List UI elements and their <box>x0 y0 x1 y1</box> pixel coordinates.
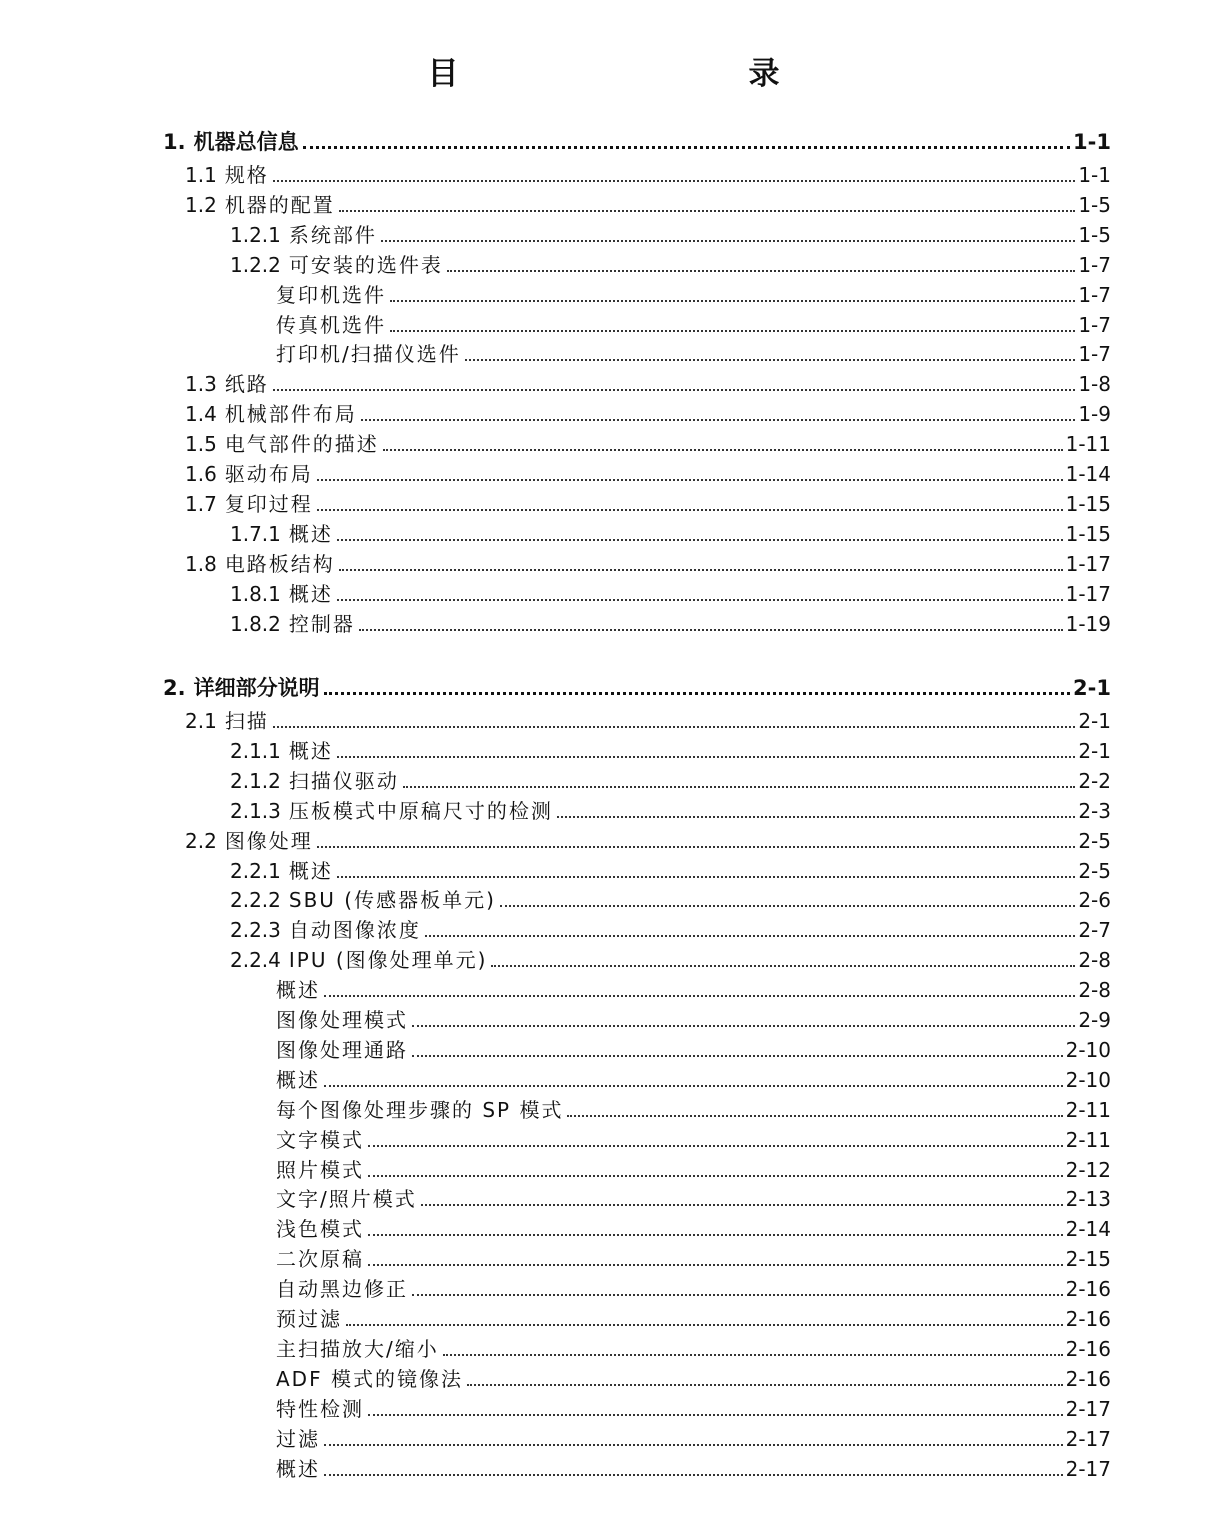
toc-entry-row[interactable] <box>185 550 1111 578</box>
toc-entry-label: ADF 模式的镜像法 <box>276 1366 463 1391</box>
toc-page-number: 1-1 <box>1078 163 1111 187</box>
dot-leader <box>368 1145 1063 1147</box>
toc-entry-row[interactable] <box>276 1245 1111 1273</box>
toc-entry-label: 自动图像浓度 <box>288 918 421 943</box>
toc-entry-number: 1.4 <box>185 402 217 427</box>
toc-page-number: 1-1 <box>1073 130 1111 154</box>
toc-entry-row[interactable] <box>185 707 1111 735</box>
toc-entry-number: 2.2.3 <box>230 918 281 943</box>
toc-page-number: 2-17 <box>1065 1396 1111 1421</box>
toc-entry-row[interactable] <box>276 1156 1111 1184</box>
toc-entry-number: 1.7 <box>185 491 217 516</box>
toc-entry-label: 概述 <box>276 1067 320 1092</box>
dot-leader <box>500 905 1075 907</box>
toc-page-number: 2-1 <box>1078 709 1111 733</box>
toc-page-number: 2-8 <box>1078 978 1111 1003</box>
toc-entry-row[interactable] <box>276 1036 1111 1064</box>
dot-leader <box>390 300 1075 302</box>
dot-leader <box>381 240 1075 242</box>
toc-chapter-title: 详细部分说明 <box>193 676 320 700</box>
dot-leader <box>339 569 1063 571</box>
toc-page-number: 1-7 <box>1078 282 1111 307</box>
dot-leader <box>412 1294 1063 1296</box>
toc-entry-number: 1.3 <box>185 372 217 397</box>
dot-leader <box>412 1055 1063 1057</box>
toc-entry-number: 2.2.4 <box>230 948 281 973</box>
toc-entry-number: 2.1.3 <box>230 798 281 823</box>
dot-leader <box>317 479 1063 481</box>
dot-leader <box>361 419 1076 421</box>
toc-entry-label: 可安装的选件表 <box>288 252 443 277</box>
toc-page-number: 2-7 <box>1078 918 1111 943</box>
toc-entry-number: 1.1 <box>185 163 217 187</box>
toc-entry-row[interactable] <box>185 430 1111 458</box>
toc-entry-label: 纸路 <box>224 372 269 397</box>
dot-leader <box>337 756 1075 758</box>
toc-page-number: 2-5 <box>1078 828 1111 853</box>
toc-entry-number: 2.2.2 <box>230 888 281 913</box>
dot-leader <box>273 180 1076 182</box>
toc-entry-number: 1.2.2 <box>230 252 281 277</box>
toc-entry-number: 1.5 <box>185 432 217 457</box>
toc-entry-row[interactable] <box>185 490 1111 518</box>
toc-entry-row[interactable] <box>276 976 1111 1004</box>
toc-page-number: 2-2 <box>1078 768 1111 793</box>
toc-entry-label: 复印机选件 <box>276 282 386 307</box>
toc-entry-row[interactable] <box>276 1335 1111 1363</box>
toc-entry-row[interactable] <box>276 1006 1111 1034</box>
toc-entry-row[interactable] <box>276 1096 1111 1124</box>
dot-leader <box>337 876 1075 878</box>
dot-leader <box>337 539 1063 541</box>
toc-page-number: 2-3 <box>1078 798 1111 823</box>
toc-entry-label: 预过滤 <box>276 1307 342 1331</box>
toc-entry-row[interactable] <box>185 460 1111 488</box>
dot-leader <box>425 935 1075 937</box>
toc-entry-row[interactable] <box>185 827 1111 855</box>
dot-leader <box>368 1414 1063 1416</box>
toc-entry-row[interactable] <box>230 797 1111 825</box>
toc-entry-label: 概述 <box>288 521 333 546</box>
toc-entry-label: 机械部件布局 <box>224 402 357 427</box>
toc-page-number: 2-11 <box>1065 1097 1111 1122</box>
dot-leader <box>337 599 1063 601</box>
toc-entry-row[interactable] <box>276 1395 1111 1423</box>
dot-leader <box>273 726 1076 728</box>
toc-page-number: 1-7 <box>1078 252 1111 277</box>
toc-entry-row[interactable] <box>276 1455 1111 1483</box>
toc-entry-row[interactable] <box>230 767 1111 795</box>
dot-leader <box>324 995 1075 997</box>
toc-entry-number: 1.6 <box>185 462 217 486</box>
toc-page-number: 2-12 <box>1065 1157 1111 1182</box>
dot-leader <box>324 1474 1063 1476</box>
toc-page-number: 2-1 <box>1078 738 1111 763</box>
toc-entry-label: 二次原稿 <box>276 1247 364 1272</box>
toc-page-number: 2-17 <box>1065 1456 1111 1481</box>
toc-entry-row[interactable] <box>230 916 1111 944</box>
dot-leader <box>447 270 1075 272</box>
toc-chapter-number: 1. <box>163 130 186 154</box>
toc-entry-number: 1.8.2 <box>230 611 281 636</box>
toc-page-number: 2-10 <box>1065 1037 1111 1062</box>
toc-entry-label: 压板模式中原稿尺寸的检测 <box>288 798 553 823</box>
toc-entry-label: 规格 <box>224 163 269 187</box>
toc-entry-row[interactable] <box>230 610 1111 638</box>
toc-page-number: 2-16 <box>1065 1336 1111 1361</box>
toc-page-number: 2-15 <box>1065 1247 1111 1272</box>
dot-leader <box>324 692 1070 695</box>
toc-page-number: 1-17 <box>1065 581 1111 606</box>
toc-entry-label: 文字/照片模式 <box>276 1187 417 1212</box>
toc-page-number: 1-11 <box>1065 432 1111 457</box>
dot-leader <box>403 786 1075 788</box>
dot-leader <box>368 1234 1063 1236</box>
toc-entry-label: 电气部件的描述 <box>224 432 379 457</box>
toc-entry-row[interactable] <box>276 340 1111 368</box>
toc-entry-row[interactable] <box>185 161 1111 189</box>
toc-entry-number: 2.1.1 <box>230 738 281 763</box>
toc-entry-label: 打印机/扫描仪选件 <box>276 342 461 367</box>
toc-page-number: 1-14 <box>1065 462 1111 486</box>
toc-entry-label: 概述 <box>276 978 320 1003</box>
toc-page-number: 1-17 <box>1065 551 1111 576</box>
dot-leader <box>443 1354 1063 1356</box>
toc-entry-label: 特性检测 <box>276 1396 364 1421</box>
dot-leader <box>346 1324 1063 1326</box>
toc-chapter-title: 机器总信息 <box>193 130 299 154</box>
toc-page-number: 2-16 <box>1065 1277 1111 1302</box>
toc-entry-label: 主扫描放大/缩小 <box>276 1336 439 1361</box>
toc-page-number: 1-7 <box>1078 342 1111 367</box>
dot-leader <box>368 1175 1063 1177</box>
dot-leader <box>557 816 1075 818</box>
toc-entry-label: 概述 <box>288 858 333 883</box>
toc-entry-row[interactable] <box>276 1425 1111 1453</box>
toc-entry-label: 自动黑边修正 <box>276 1277 408 1302</box>
toc-entry-label: 每个图像处理步骤的 SP 模式 <box>276 1097 564 1122</box>
toc-entry-row[interactable] <box>230 221 1111 249</box>
toc-page-number: 2-10 <box>1065 1067 1111 1092</box>
toc-entry-number: 1.2.1 <box>230 222 281 247</box>
toc-entry-row[interactable] <box>276 1066 1111 1094</box>
page-title: 目 录 <box>427 56 856 92</box>
toc-chapter-row[interactable] <box>163 128 1111 156</box>
dot-leader <box>317 509 1063 511</box>
toc-entry-row[interactable] <box>276 1365 1111 1393</box>
toc-entry-row[interactable] <box>276 311 1111 339</box>
toc-entry-label: 概述 <box>288 581 333 606</box>
dot-leader <box>359 629 1063 631</box>
dot-leader <box>390 330 1075 332</box>
toc-page-number: 1-5 <box>1078 192 1111 217</box>
toc-entry-label: 系统部件 <box>288 222 377 247</box>
toc-entry-row[interactable] <box>230 886 1111 914</box>
toc-entry-label: 扫描 <box>224 709 269 733</box>
dot-leader <box>273 389 1076 391</box>
toc-entry-label: 概述 <box>276 1456 320 1481</box>
toc-entry-label: 文字模式 <box>276 1127 364 1152</box>
toc-entry-label: 传真机选件 <box>276 312 386 337</box>
toc-entry-number: 2.1 <box>185 709 217 733</box>
toc-entry-label: SBU (传感器板单元) <box>288 888 496 913</box>
toc-entry-row[interactable] <box>276 1185 1111 1213</box>
dot-leader <box>324 1444 1063 1446</box>
toc-entry-row[interactable] <box>230 251 1111 279</box>
toc-entry-row[interactable] <box>230 520 1111 548</box>
toc-entry-number: 1.8 <box>185 551 217 576</box>
toc-entry-label: 照片模式 <box>276 1157 364 1182</box>
toc-page-number: 1-5 <box>1078 222 1111 247</box>
toc-entry-label: 电路板结构 <box>224 551 335 576</box>
toc-entry-number: 2.1.2 <box>230 768 281 793</box>
toc-entry-number: 2.2 <box>185 828 217 853</box>
toc-entry-label: 复印过程 <box>224 491 313 516</box>
toc-entry-label: 概述 <box>288 738 333 763</box>
toc-entry-row[interactable] <box>276 281 1111 309</box>
toc-page-number: 2-8 <box>1078 948 1111 973</box>
dot-leader <box>465 359 1076 361</box>
toc-page-number: 1-19 <box>1065 611 1111 636</box>
toc-entry-label: 扫描仪驱动 <box>288 768 399 793</box>
toc-entry-label: 图像处理通路 <box>276 1037 408 1062</box>
toc-entry-number: 1.7.1 <box>230 521 281 546</box>
toc-entry-row[interactable] <box>230 857 1111 885</box>
toc-entry-label: 浅色模式 <box>276 1217 364 1242</box>
toc-entry-row[interactable] <box>276 1215 1111 1243</box>
toc-page-number: 2-16 <box>1065 1366 1111 1391</box>
toc-entry-row[interactable] <box>276 1275 1111 1303</box>
toc-entry-label: 驱动布局 <box>224 462 313 486</box>
dot-leader <box>368 1264 1063 1266</box>
toc-page-number: 2-13 <box>1065 1187 1111 1212</box>
toc-entry-row[interactable] <box>185 400 1111 428</box>
dot-leader <box>412 1025 1075 1027</box>
toc-page-number: 1-7 <box>1078 312 1111 337</box>
toc-page-number: 1-15 <box>1065 521 1111 546</box>
toc-chapter-number: 2. <box>163 676 186 700</box>
toc-page-number: 2-1 <box>1073 676 1111 700</box>
toc-page-number: 1-8 <box>1078 372 1111 397</box>
dot-leader <box>324 1085 1063 1087</box>
toc-entry-label: 图像处理模式 <box>276 1008 408 1032</box>
dot-leader <box>303 146 1070 149</box>
dot-leader <box>491 965 1075 967</box>
toc-entry-label: 控制器 <box>288 611 355 636</box>
toc-entry-number: 2.2.1 <box>230 858 281 883</box>
toc-page-number: 1-9 <box>1078 402 1111 427</box>
toc-entry-row[interactable] <box>230 946 1111 974</box>
toc-page-number: 2-9 <box>1078 1008 1111 1032</box>
dot-leader <box>339 210 1076 212</box>
dot-leader <box>467 1384 1063 1386</box>
toc-page-number: 1-15 <box>1065 491 1111 516</box>
toc-entry-row[interactable] <box>276 1305 1111 1333</box>
toc-entry-row[interactable] <box>276 1126 1111 1154</box>
toc-entry-label: 机器的配置 <box>224 192 335 217</box>
dot-leader <box>567 1115 1062 1117</box>
toc-page-number: 2-5 <box>1078 858 1111 883</box>
toc-entry-row[interactable] <box>185 191 1111 219</box>
toc-entry-row[interactable] <box>185 370 1111 398</box>
toc-entry-number: 1.8.1 <box>230 581 281 606</box>
toc-page-number: 2-11 <box>1065 1127 1111 1152</box>
dot-leader <box>421 1204 1063 1206</box>
toc-entry-label: 过滤 <box>276 1426 320 1451</box>
toc-page-number: 2-14 <box>1065 1217 1111 1242</box>
dot-leader <box>383 449 1063 451</box>
toc-entry-label: IPU (图像处理单元) <box>288 948 488 973</box>
toc-page-number: 2-17 <box>1065 1426 1111 1451</box>
toc-page-number: 2-16 <box>1065 1307 1111 1331</box>
dot-leader <box>317 846 1076 848</box>
toc-entry-number: 1.2 <box>185 192 217 217</box>
toc-entry-label: 图像处理 <box>224 828 313 853</box>
toc-page-number: 2-6 <box>1078 888 1111 913</box>
toc-chapter-row[interactable] <box>163 674 1111 702</box>
toc-entry-row[interactable] <box>230 737 1111 765</box>
toc-entry-row[interactable] <box>230 580 1111 608</box>
